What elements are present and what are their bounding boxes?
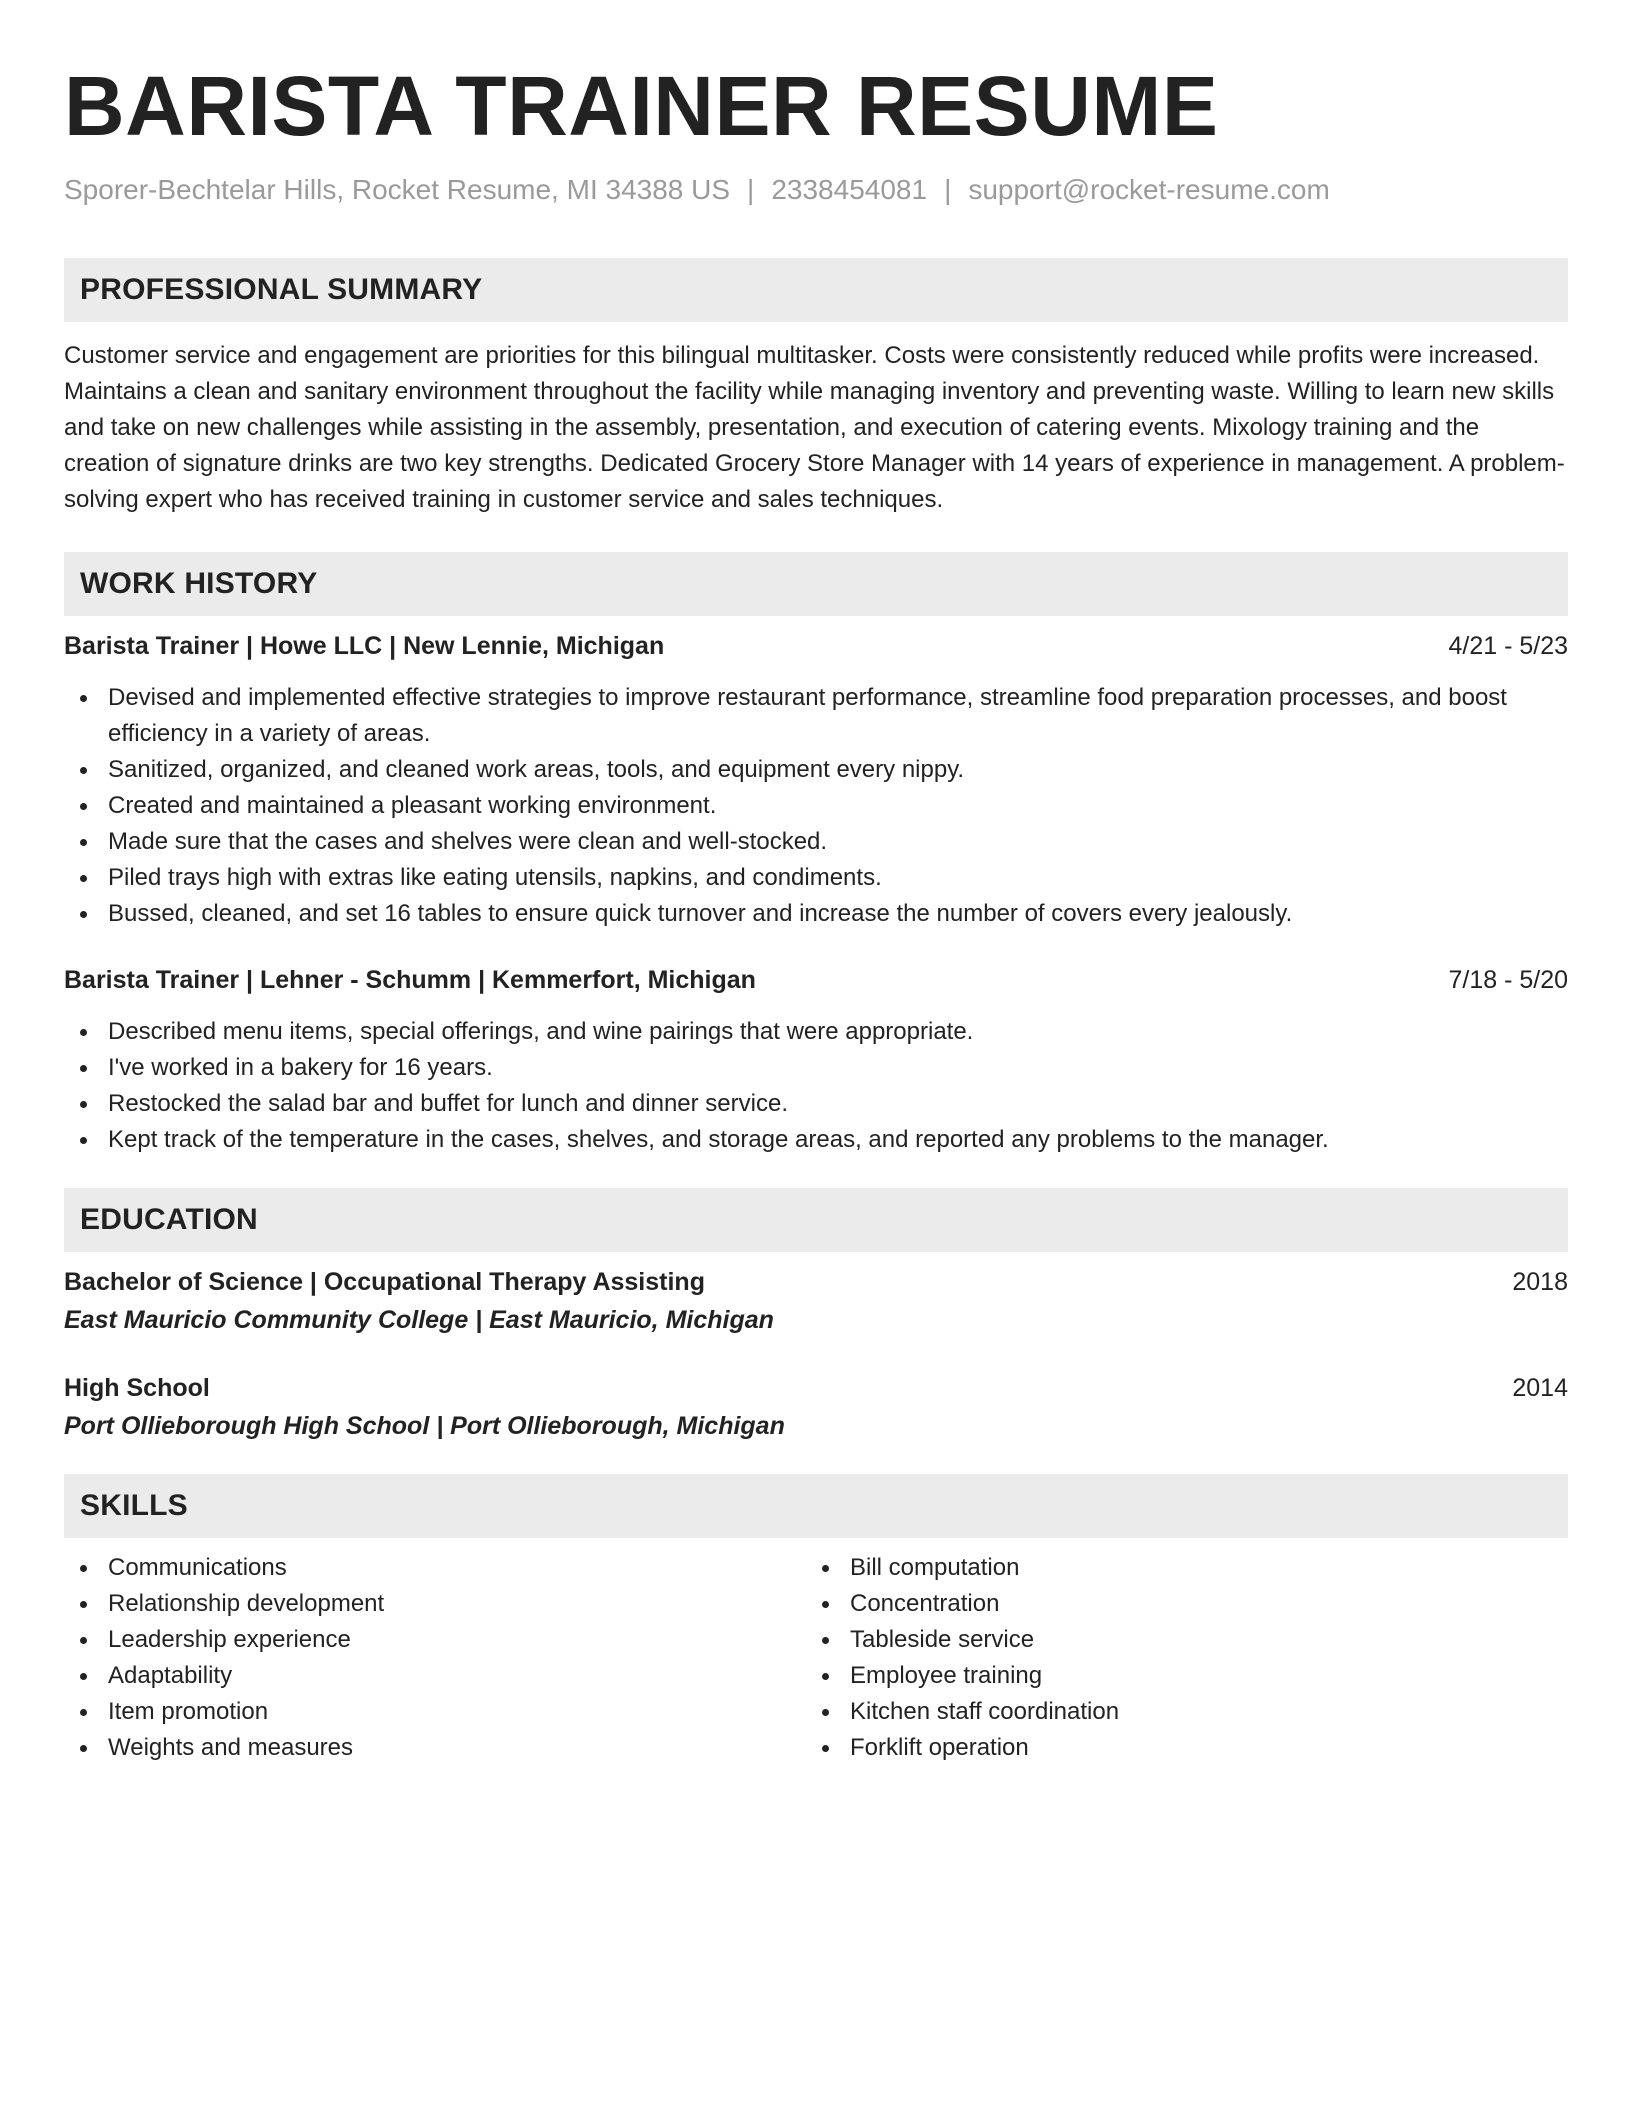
job-dates: 4/21 - 5/23 <box>1448 632 1568 660</box>
job-bullet: Devised and implemented effective strategies to improve restaurant performance, streamline food preparation processes, and boost efficiency in a variety of areas. <box>64 680 1568 752</box>
education-year: 2014 <box>1512 1374 1568 1402</box>
job-bullet-list <box>64 680 1568 932</box>
skill-item: Forklift operation <box>806 1730 1548 1766</box>
section-header-summary: PROFESSIONAL SUMMARY <box>64 258 1568 322</box>
job-title: Barista Trainer | Lehner - Schumm | Kemmerfort, Michigan <box>64 966 756 994</box>
skills-column-left <box>64 1550 806 1766</box>
job-entry <box>64 628 1568 932</box>
contact-phone: 2338454081 <box>771 174 928 205</box>
skills-list <box>64 1550 806 1766</box>
education-degree: Bachelor of Science | Occupational Therapy Assisting <box>64 1268 705 1296</box>
section-header-work-history: WORK HISTORY <box>64 552 1568 616</box>
skill-item: Kitchen staff coordination <box>806 1694 1548 1730</box>
contact-separator: | <box>747 174 755 205</box>
contact-separator: | <box>944 174 952 205</box>
contact-email: support@rocket-resume.com <box>968 174 1330 205</box>
job-header <box>64 962 1568 998</box>
skill-item: Employee training <box>806 1658 1548 1694</box>
skills-columns <box>64 1550 1568 1766</box>
job-bullet: Described menu items, special offerings, and wine pairings that were appropriate. <box>64 1014 1568 1050</box>
contact-line <box>64 172 1568 208</box>
education-year: 2018 <box>1512 1268 1568 1296</box>
education-entry <box>64 1264 1568 1338</box>
education-entry <box>64 1370 1568 1444</box>
skills-list <box>806 1550 1548 1766</box>
job-bullet: Bussed, cleaned, and set 16 tables to ensure quick turnover and increase the number of covers every jealously. <box>64 896 1568 932</box>
education-degree: High School <box>64 1374 210 1402</box>
section-header-skills: SKILLS <box>64 1474 1568 1538</box>
job-bullet: Created and maintained a pleasant working environment. <box>64 788 1568 824</box>
contact-address: Sporer-Bechtelar Hills, Rocket Resume, MI 34388 US <box>64 174 731 205</box>
skill-item: Item promotion <box>64 1694 806 1730</box>
job-bullet: Made sure that the cases and shelves were clean and well-stocked. <box>64 824 1568 860</box>
job-entry <box>64 962 1568 1158</box>
education-school: Port Ollieborough High School | Port Ollieborough, Michigan <box>64 1412 785 1440</box>
job-title: Barista Trainer | Howe LLC | New Lennie, Michigan <box>64 632 665 660</box>
job-dates: 7/18 - 5/20 <box>1448 966 1568 994</box>
skill-item: Adaptability <box>64 1658 806 1694</box>
job-bullet: Sanitized, organized, and cleaned work areas, tools, and equipment every nippy. <box>64 752 1568 788</box>
summary-text: Customer service and engagement are priorities for this bilingual multitasker. Costs were consistently reduced while profits were increased. Maintains a clean and sanitary environment throughout the facility while managing inventory and preventing waste. Willing to learn new skills and take on new challenges while assisting in the assembly, presentation, and execution of catering events. Mixology training and the creation of signature drinks are two key strengths. Dedicated Grocery Store Manager with 14 years of experience in management. A problem-solving expert who has received training in customer service and sales techniques. <box>64 342 1565 513</box>
job-header <box>64 628 1568 664</box>
skill-item: Concentration <box>806 1586 1548 1622</box>
section-header-education: EDUCATION <box>64 1188 1568 1252</box>
skill-item: Relationship development <box>64 1586 806 1622</box>
skill-item: Weights and measures <box>64 1730 806 1766</box>
skill-item: Leadership experience <box>64 1622 806 1658</box>
education-school: East Mauricio Community College | East Mauricio, Michigan <box>64 1306 774 1334</box>
job-bullet: Kept track of the temperature in the cases, shelves, and storage areas, and reported any problems to the manager. <box>64 1122 1568 1158</box>
job-bullet: Piled trays high with extras like eating utensils, napkins, and condiments. <box>64 860 1568 896</box>
job-bullet: I've worked in a bakery for 16 years. <box>64 1050 1568 1086</box>
resume-title: BARISTA TRAINER RESUME <box>64 59 1219 153</box>
education-header <box>64 1370 1568 1406</box>
education-header <box>64 1264 1568 1300</box>
skill-item: Communications <box>64 1550 806 1586</box>
skill-item: Bill computation <box>806 1550 1548 1586</box>
skills-column-right <box>806 1550 1548 1766</box>
job-bullet-list <box>64 1014 1568 1158</box>
job-bullet: Restocked the salad bar and buffet for lunch and dinner service. <box>64 1086 1568 1122</box>
skill-item: Tableside service <box>806 1622 1548 1658</box>
